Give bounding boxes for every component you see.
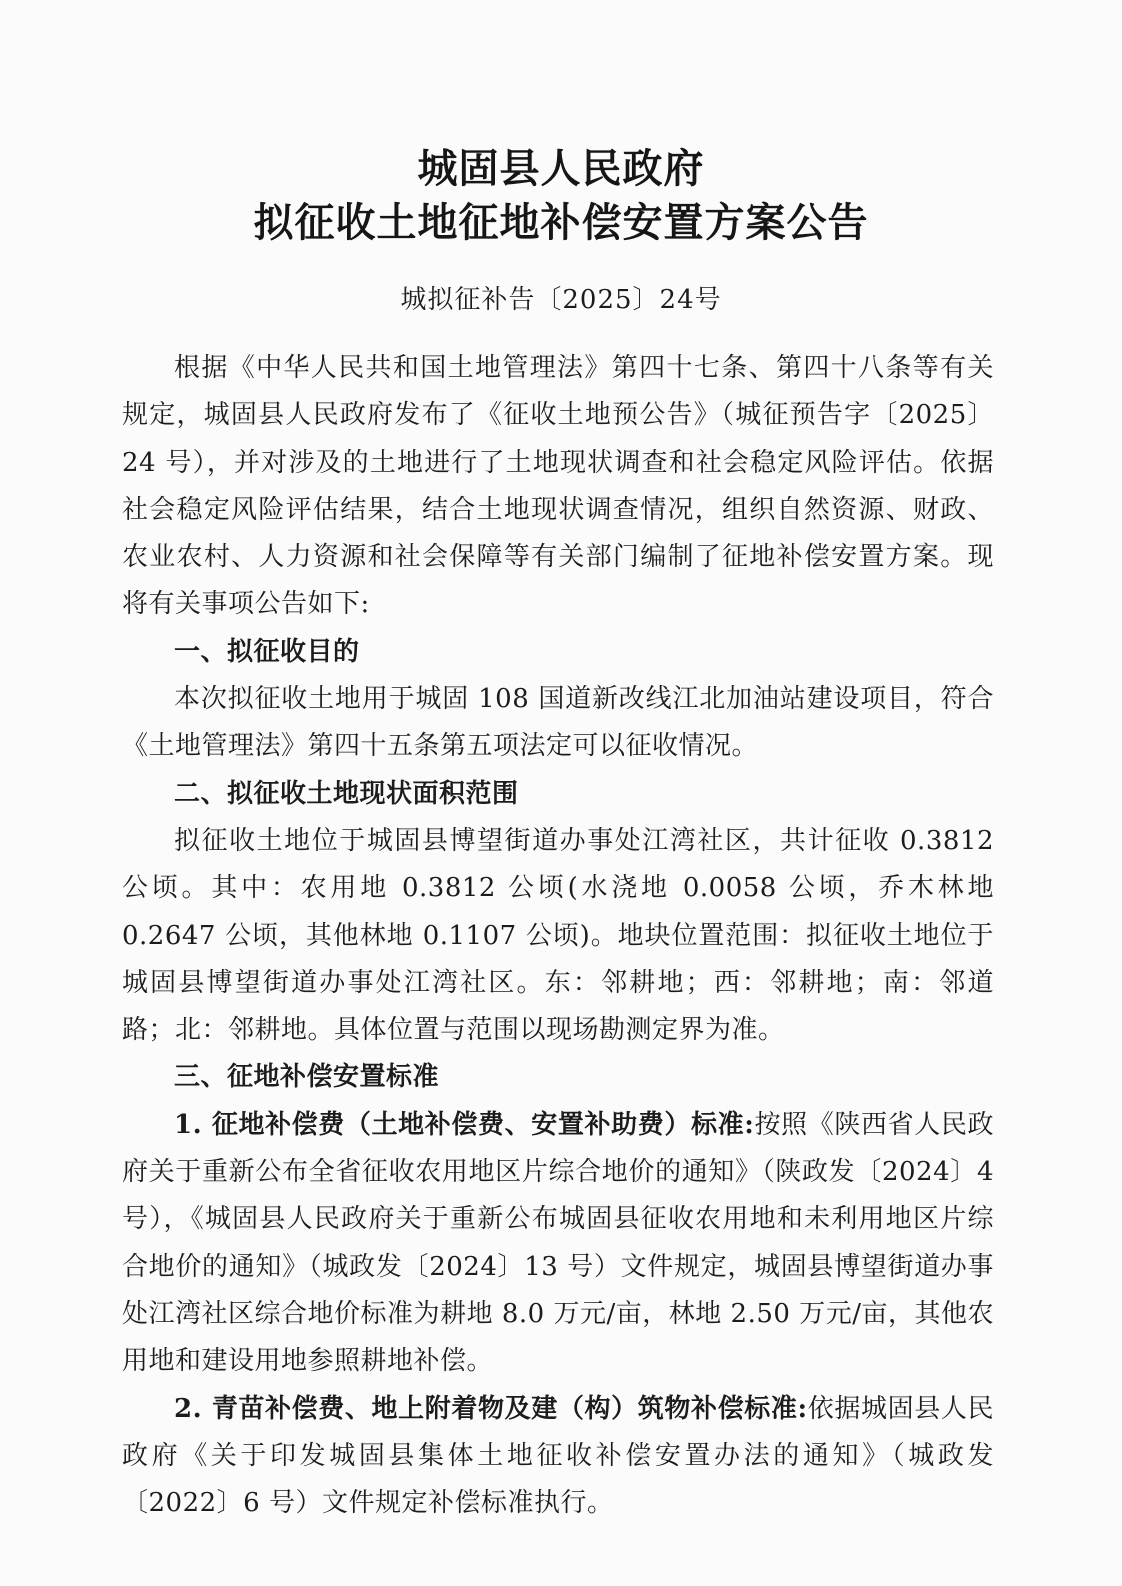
notice-title-line1: 城固县人民政府 — [417, 146, 705, 192]
notice-title-line2: 拟征收土地征地补偿安置方案公告 — [253, 200, 869, 246]
section2-paragraph: 拟征收土地位于城固县博望街道办事处江湾社区，共计征收 0.3812 公顷。其中：农用地 0.3812 公顷(水浇地 0.0058 公顷，乔木林地 0.2647 公顷，其他林地 0.1107 公顷)。地块位置范围：拟征收土地位于城固县博望街道办事处江湾社区。东：邻耕地；西：邻耕地；南：邻道路；北：邻耕地。具体位置与范围以现场勘测定界为准。 — [122, 825, 994, 1046]
section1-paragraph: 本次拟征收土地用于城固 108 国道新改线江北加油站建设项目，符合《土地管理法》第四十五条第五项法定可以征收情况。 — [122, 684, 994, 762]
section1-heading: 一、拟征收目的 — [174, 636, 360, 667]
section3-item2-lead: 2. 青苗补偿费、地上附着物及建（构）筑物补偿标准: — [174, 1393, 808, 1424]
section3-item1-paragraph — [122, 1102, 994, 1386]
intro-paragraph: 根据《中华人民共和国土地管理法》第四十七条、第四十八条等有关规定，城固县人民政府发布了《征收土地预公告》（城征预告字〔2025〕24 号），并对涉及的土地进行了土地现状调查和社会稳定风险评估。依据社会稳定风险评估结果，结合土地现状调查情况，组织自然资源、财政、农业农村、人力资源和社会保障等有关部门编制了征地补偿安置方案。现将有关事项公告如下: — [122, 353, 994, 620]
section3-item1-lead: 1. 征地补偿费（土地补偿费、安置补助费）标准: — [174, 1109, 755, 1140]
section3-item1-text: 按照《陕西省人民政府关于重新公布全省征收农用地区片综合地价的通知》（陕政发〔2024〕4 号），《城固县人民政府关于重新公布城固县征收农用地和未利用地区片综合地价的通知》（城政发〔2024〕13 号）文件规定，城固县博望街道办事处江湾社区综合地价标准为耕地 8.0 万元/亩，林地 2.50 万元/亩，其他农用地和建设用地参照耕地补偿。 — [122, 1109, 994, 1377]
section3-item2-paragraph — [122, 1386, 994, 1528]
section2-heading: 二、拟征收土地现状面积范围 — [174, 778, 519, 809]
section3-heading: 三、征地补偿安置标准 — [174, 1062, 440, 1093]
notice-body — [122, 345, 994, 1527]
document-number: 城拟征补告〔2025〕24号 — [400, 285, 722, 315]
section3-item2-text: 依据城固县人民政府《关于印发城固县集体土地征收补偿安置办法的通知》（城政发〔2022〕6 号）文件规定补偿标准执行。 — [122, 1393, 994, 1519]
